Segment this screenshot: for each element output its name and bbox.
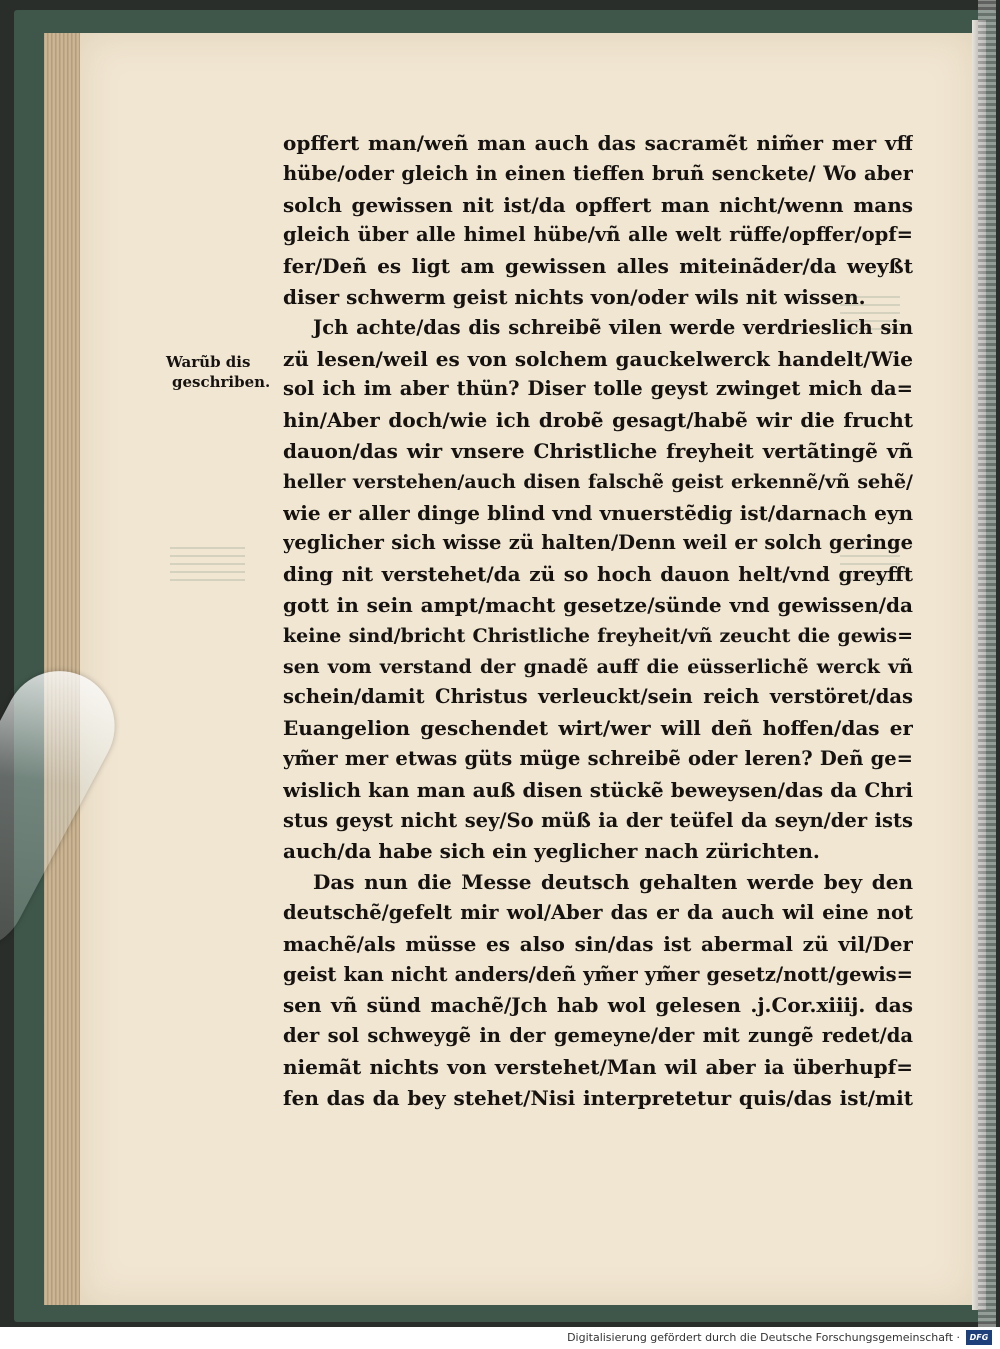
text-line: opffert man/weñ man auch das sacramẽt nim̃er mer vff	[283, 131, 913, 155]
text-line: heller verstehen/auch disen falschẽ geist erkennẽ/vñ sehẽ/	[283, 470, 913, 493]
text-line: fer/Deñ es ligt am gewissen alles miteinãder/da weyßt	[283, 254, 913, 279]
text-line: Euangelion geschendet wirt/wer will deñ hoffen/das er	[283, 716, 913, 741]
text-line: gleich über alle himel hübe/vñ alle welt rüffe/opffer/opf=	[283, 223, 913, 247]
text-line: niemãt nichts von verstehet/Man wil aber ia überhupf=	[283, 1054, 913, 1079]
footer-bar	[0, 1327, 1000, 1349]
text-line: sol ich im aber thün? Diser tolle geyst zwinget mich da=	[283, 377, 913, 401]
marginal-note	[166, 352, 278, 392]
text-line: hin/Aber doch/wie ich drobẽ gesagt/habẽ wir die frucht	[283, 408, 913, 433]
text-line: diser schwerm geist nichts von/oder wils nit wissen.	[283, 284, 866, 309]
text-line: dauon/das wir vnsere Christliche freyheit vertãtingẽ vñ	[283, 438, 913, 463]
text-line: fen das da bey stehet/Nisi interpretetur quis/das ist/mit	[283, 1085, 913, 1110]
text-line: Jch achte/das dis schreibẽ vilen werde verdrieslich sin	[313, 315, 913, 339]
text-line: ding nit verstehet/da zü so hoch dauon helt/vnd greyfft	[283, 562, 913, 587]
text-line: solch gewissen nit ist/da opffert man nicht/wenn mans	[283, 192, 913, 217]
page-edges	[44, 33, 80, 1305]
text-line: yeglicher sich wisse zü halten/Denn weil er solch geringe	[283, 531, 913, 555]
text-line: deutschẽ/gefelt mir wol/Aber das er da auch wil eine not	[283, 900, 913, 924]
text-line: sen vñ sünd machẽ/Jch hab wol gelesen .j.Cor.xiiij. das	[283, 993, 913, 1018]
text-line: keine sind/bricht Christliche freyheit/vñ zeucht die gewis=	[283, 624, 913, 647]
text-line: machẽ/als müsse es also sin/das ist abermal zü vil/Der	[283, 931, 913, 956]
text-line: sen vom verstand der gnadẽ auff die eüsserlichẽ werck vñ	[283, 655, 913, 678]
text-line: wie er aller dinge blind vnd vnuerstẽdig ist/darnach eyn	[283, 500, 913, 525]
text-line: zü lesen/weil es von solchem gauckelwerck handelt/Wie	[283, 346, 913, 371]
text-line: geist kan nicht anders/deñ ym̃er ym̃er gesetz/nott/gewis=	[283, 962, 913, 986]
text-line: der sol schweygẽ in der gemeyne/der mit zungẽ redet/da	[283, 1024, 913, 1048]
text-line: wislich kan man auß disen stückẽ beweysen/das da Chri	[283, 777, 913, 802]
show-through-mark	[170, 545, 245, 581]
marginal-note-line: Warũb dis	[166, 353, 251, 371]
text-line: auch/da habe sich ein yeglicher nach zürichten.	[283, 839, 820, 864]
text-line: Das nun die Messe deutsch gehalten werde bey den	[313, 870, 913, 895]
funding-credit: Digitalisierung gefördert durch die Deutsche Forschungsgemeinschaft ·	[567, 1331, 960, 1344]
text-line: ym̃er mer etwas güts müge schreibẽ oder leren? Deñ ge=	[283, 746, 913, 770]
text-line: schein/damit Christus verleuckt/sein reich verstöret/das	[283, 685, 913, 709]
text-line: gott in sein ampt/macht gesetze/sünde vnd gewissen/da	[283, 592, 913, 617]
body-text	[283, 128, 913, 1114]
marginal-note-line: geschriben.	[172, 373, 271, 391]
scanner-clip	[978, 0, 996, 1327]
dfg-logo: DFG	[966, 1330, 992, 1345]
text-line: stus geyst nicht sey/So müß ia der teüfel da seyn/der ists	[283, 808, 913, 832]
text-line: hübe/oder gleich in einen tieffen bruñ senckete/ Wo aber	[283, 161, 913, 185]
